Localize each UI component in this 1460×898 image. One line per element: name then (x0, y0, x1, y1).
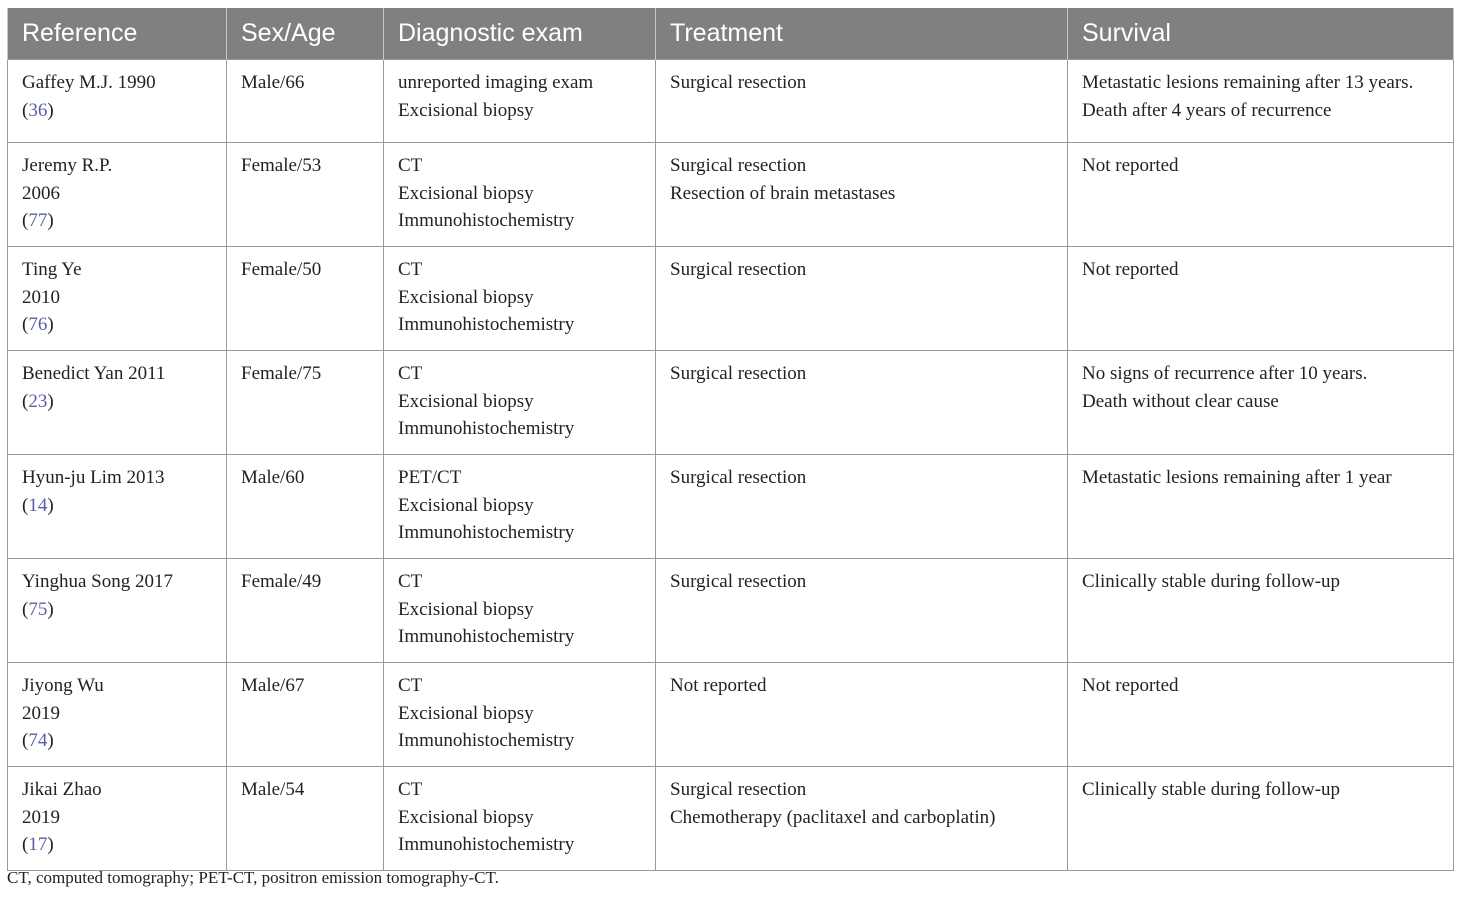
citation-line: (75) (22, 598, 54, 620)
reference-text: 2019 (22, 806, 60, 828)
cell-treatment (656, 559, 1068, 663)
table-row (8, 663, 1454, 767)
citation-link[interactable]: 77 (28, 210, 48, 231)
diagnostic-text: CT (398, 155, 423, 176)
diagnostic-text: Excisional biopsy (398, 390, 534, 412)
diagnostic-text: CT (398, 779, 423, 800)
survival-text: Clinically stable during follow-up (1082, 571, 1341, 592)
diagnostic-text: Excisional biopsy (398, 806, 534, 828)
sex-age-text: Male/66 (241, 72, 305, 93)
diagnostic-text: Excisional biopsy (398, 702, 534, 724)
table-row (8, 559, 1454, 663)
diagnostic-text: CT (398, 363, 423, 384)
cell-diagnostic-exam (384, 663, 656, 767)
cell-sex-age (227, 351, 384, 455)
cell-diagnostic-exam (384, 455, 656, 559)
header-treatment: Treatment (656, 8, 1068, 60)
survival-text: Not reported (1082, 259, 1179, 280)
citation-line: (36) (22, 99, 54, 121)
cell-diagnostic-exam (384, 351, 656, 455)
table-row (8, 351, 1454, 455)
cell-reference (8, 663, 227, 767)
header-reference: Reference (8, 8, 227, 60)
cell-sex-age (227, 663, 384, 767)
cell-sex-age (227, 767, 384, 871)
case-reports-table (7, 8, 1454, 871)
citation-line: (23) (22, 390, 54, 412)
reference-text: Hyun-ju Lim 2013 (22, 467, 165, 488)
cell-survival (1068, 60, 1454, 143)
diagnostic-text: Excisional biopsy (398, 286, 534, 308)
citation-line: (14) (22, 494, 54, 516)
cell-treatment (656, 767, 1068, 871)
cell-diagnostic-exam (384, 767, 656, 871)
cell-diagnostic-exam (384, 60, 656, 143)
citation-line: (76) (22, 314, 54, 335)
sex-age-text: Male/67 (241, 675, 305, 696)
cell-sex-age (227, 247, 384, 351)
survival-text: Metastatic lesions remaining after 1 year (1082, 467, 1392, 488)
sex-age-text: Female/75 (241, 363, 322, 384)
cell-reference (8, 60, 227, 143)
diagnostic-text: Immunohistochemistry (398, 522, 575, 543)
table-row (8, 767, 1454, 871)
citation-link[interactable]: 36 (28, 99, 48, 121)
citation-link[interactable]: 75 (28, 598, 48, 620)
cell-diagnostic-exam (384, 559, 656, 663)
diagnostic-text: Excisional biopsy (398, 182, 534, 204)
diagnostic-text: PET/CT (398, 467, 462, 488)
treatment-text: Surgical resection (670, 155, 807, 176)
sex-age-text: Female/53 (241, 155, 322, 176)
header-sex-age: Sex/Age (227, 8, 384, 60)
cell-treatment (656, 663, 1068, 767)
cell-sex-age (227, 143, 384, 247)
treatment-text: Surgical resection (670, 779, 807, 800)
treatment-text: Surgical resection (670, 571, 807, 592)
citation-line: (17) (22, 834, 54, 855)
citation-line: (74) (22, 730, 54, 751)
treatment-text: Chemotherapy (paclitaxel and carboplatin) (670, 806, 996, 828)
citation-link[interactable]: 74 (28, 730, 48, 751)
table-row (8, 455, 1454, 559)
diagnostic-text: Immunohistochemistry (398, 730, 575, 751)
treatment-text: Surgical resection (670, 467, 807, 488)
header-row (8, 8, 1454, 60)
cell-diagnostic-exam (384, 143, 656, 247)
diagnostic-text: Immunohistochemistry (398, 210, 575, 231)
cell-survival (1068, 143, 1454, 247)
treatment-text: Surgical resection (670, 72, 807, 93)
diagnostic-text: Immunohistochemistry (398, 314, 575, 335)
cell-treatment (656, 455, 1068, 559)
reference-text: Ting Ye (22, 259, 82, 280)
header-diagnostic-exam: Diagnostic exam (384, 8, 656, 60)
reference-text: Jeremy R.P. (22, 155, 113, 176)
diagnostic-text: Excisional biopsy (398, 99, 534, 121)
reference-text: Benedict Yan 2011 (22, 363, 166, 384)
reference-text: 2006 (22, 182, 60, 204)
table-row (8, 60, 1454, 143)
diagnostic-text: Immunohistochemistry (398, 626, 575, 647)
treatment-text: Not reported (670, 675, 767, 696)
table-row (8, 143, 1454, 247)
survival-text: Not reported (1082, 155, 1179, 176)
diagnostic-text: unreported imaging exam (398, 72, 594, 93)
diagnostic-text: CT (398, 675, 423, 696)
cell-reference (8, 767, 227, 871)
survival-text: Not reported (1082, 675, 1179, 696)
treatment-text: Surgical resection (670, 363, 807, 384)
diagnostic-text: Excisional biopsy (398, 598, 534, 620)
cell-sex-age (227, 559, 384, 663)
cell-reference (8, 351, 227, 455)
table-footnote: CT, computed tomography; PET-CT, positron emission tomography-CT. (7, 868, 499, 887)
cell-treatment (656, 351, 1068, 455)
cell-reference (8, 247, 227, 351)
citation-link[interactable]: 23 (28, 390, 48, 412)
survival-text: Death without clear cause (1082, 390, 1279, 412)
treatment-text: Surgical resection (670, 259, 807, 280)
survival-text: No signs of recurrence after 10 years. (1082, 363, 1368, 384)
cell-survival (1068, 455, 1454, 559)
citation-link[interactable]: 14 (28, 494, 48, 516)
cell-reference (8, 455, 227, 559)
survival-text: Death after 4 years of recurrence (1082, 99, 1332, 121)
table-body (8, 60, 1454, 871)
citation-link[interactable]: 76 (28, 314, 48, 335)
cell-reference (8, 559, 227, 663)
table-header (8, 8, 1454, 60)
table-row (8, 247, 1454, 351)
diagnostic-text: Excisional biopsy (398, 494, 534, 516)
sex-age-text: Male/60 (241, 467, 305, 488)
cell-treatment (656, 60, 1068, 143)
reference-text: Gaffey M.J. 1990 (22, 72, 156, 93)
citation-link[interactable]: 17 (28, 834, 48, 855)
cell-survival (1068, 351, 1454, 455)
reference-text: 2010 (22, 286, 60, 308)
reference-text: Jikai Zhao (22, 779, 102, 800)
cell-survival (1068, 767, 1454, 871)
header-survival: Survival (1068, 8, 1454, 60)
diagnostic-text: Immunohistochemistry (398, 834, 575, 855)
cell-survival (1068, 247, 1454, 351)
citation-line: (77) (22, 210, 54, 231)
cell-treatment (656, 143, 1068, 247)
diagnostic-text: CT (398, 259, 423, 280)
diagnostic-text: CT (398, 571, 423, 592)
cell-sex-age (227, 455, 384, 559)
cell-survival (1068, 559, 1454, 663)
treatment-text: Resection of brain metastases (670, 182, 896, 204)
cell-survival (1068, 663, 1454, 767)
cell-reference (8, 143, 227, 247)
survival-text: Metastatic lesions remaining after 13 years. (1082, 72, 1414, 93)
reference-text: Jiyong Wu (22, 675, 104, 696)
reference-text: Yinghua Song 2017 (22, 571, 173, 592)
reference-text: 2019 (22, 702, 60, 724)
cell-sex-age (227, 60, 384, 143)
sex-age-text: Female/49 (241, 571, 322, 592)
sex-age-text: Female/50 (241, 259, 322, 280)
cell-diagnostic-exam (384, 247, 656, 351)
cell-treatment (656, 247, 1068, 351)
survival-text: Clinically stable during follow-up (1082, 779, 1341, 800)
sex-age-text: Male/54 (241, 779, 305, 800)
diagnostic-text: Immunohistochemistry (398, 418, 575, 439)
